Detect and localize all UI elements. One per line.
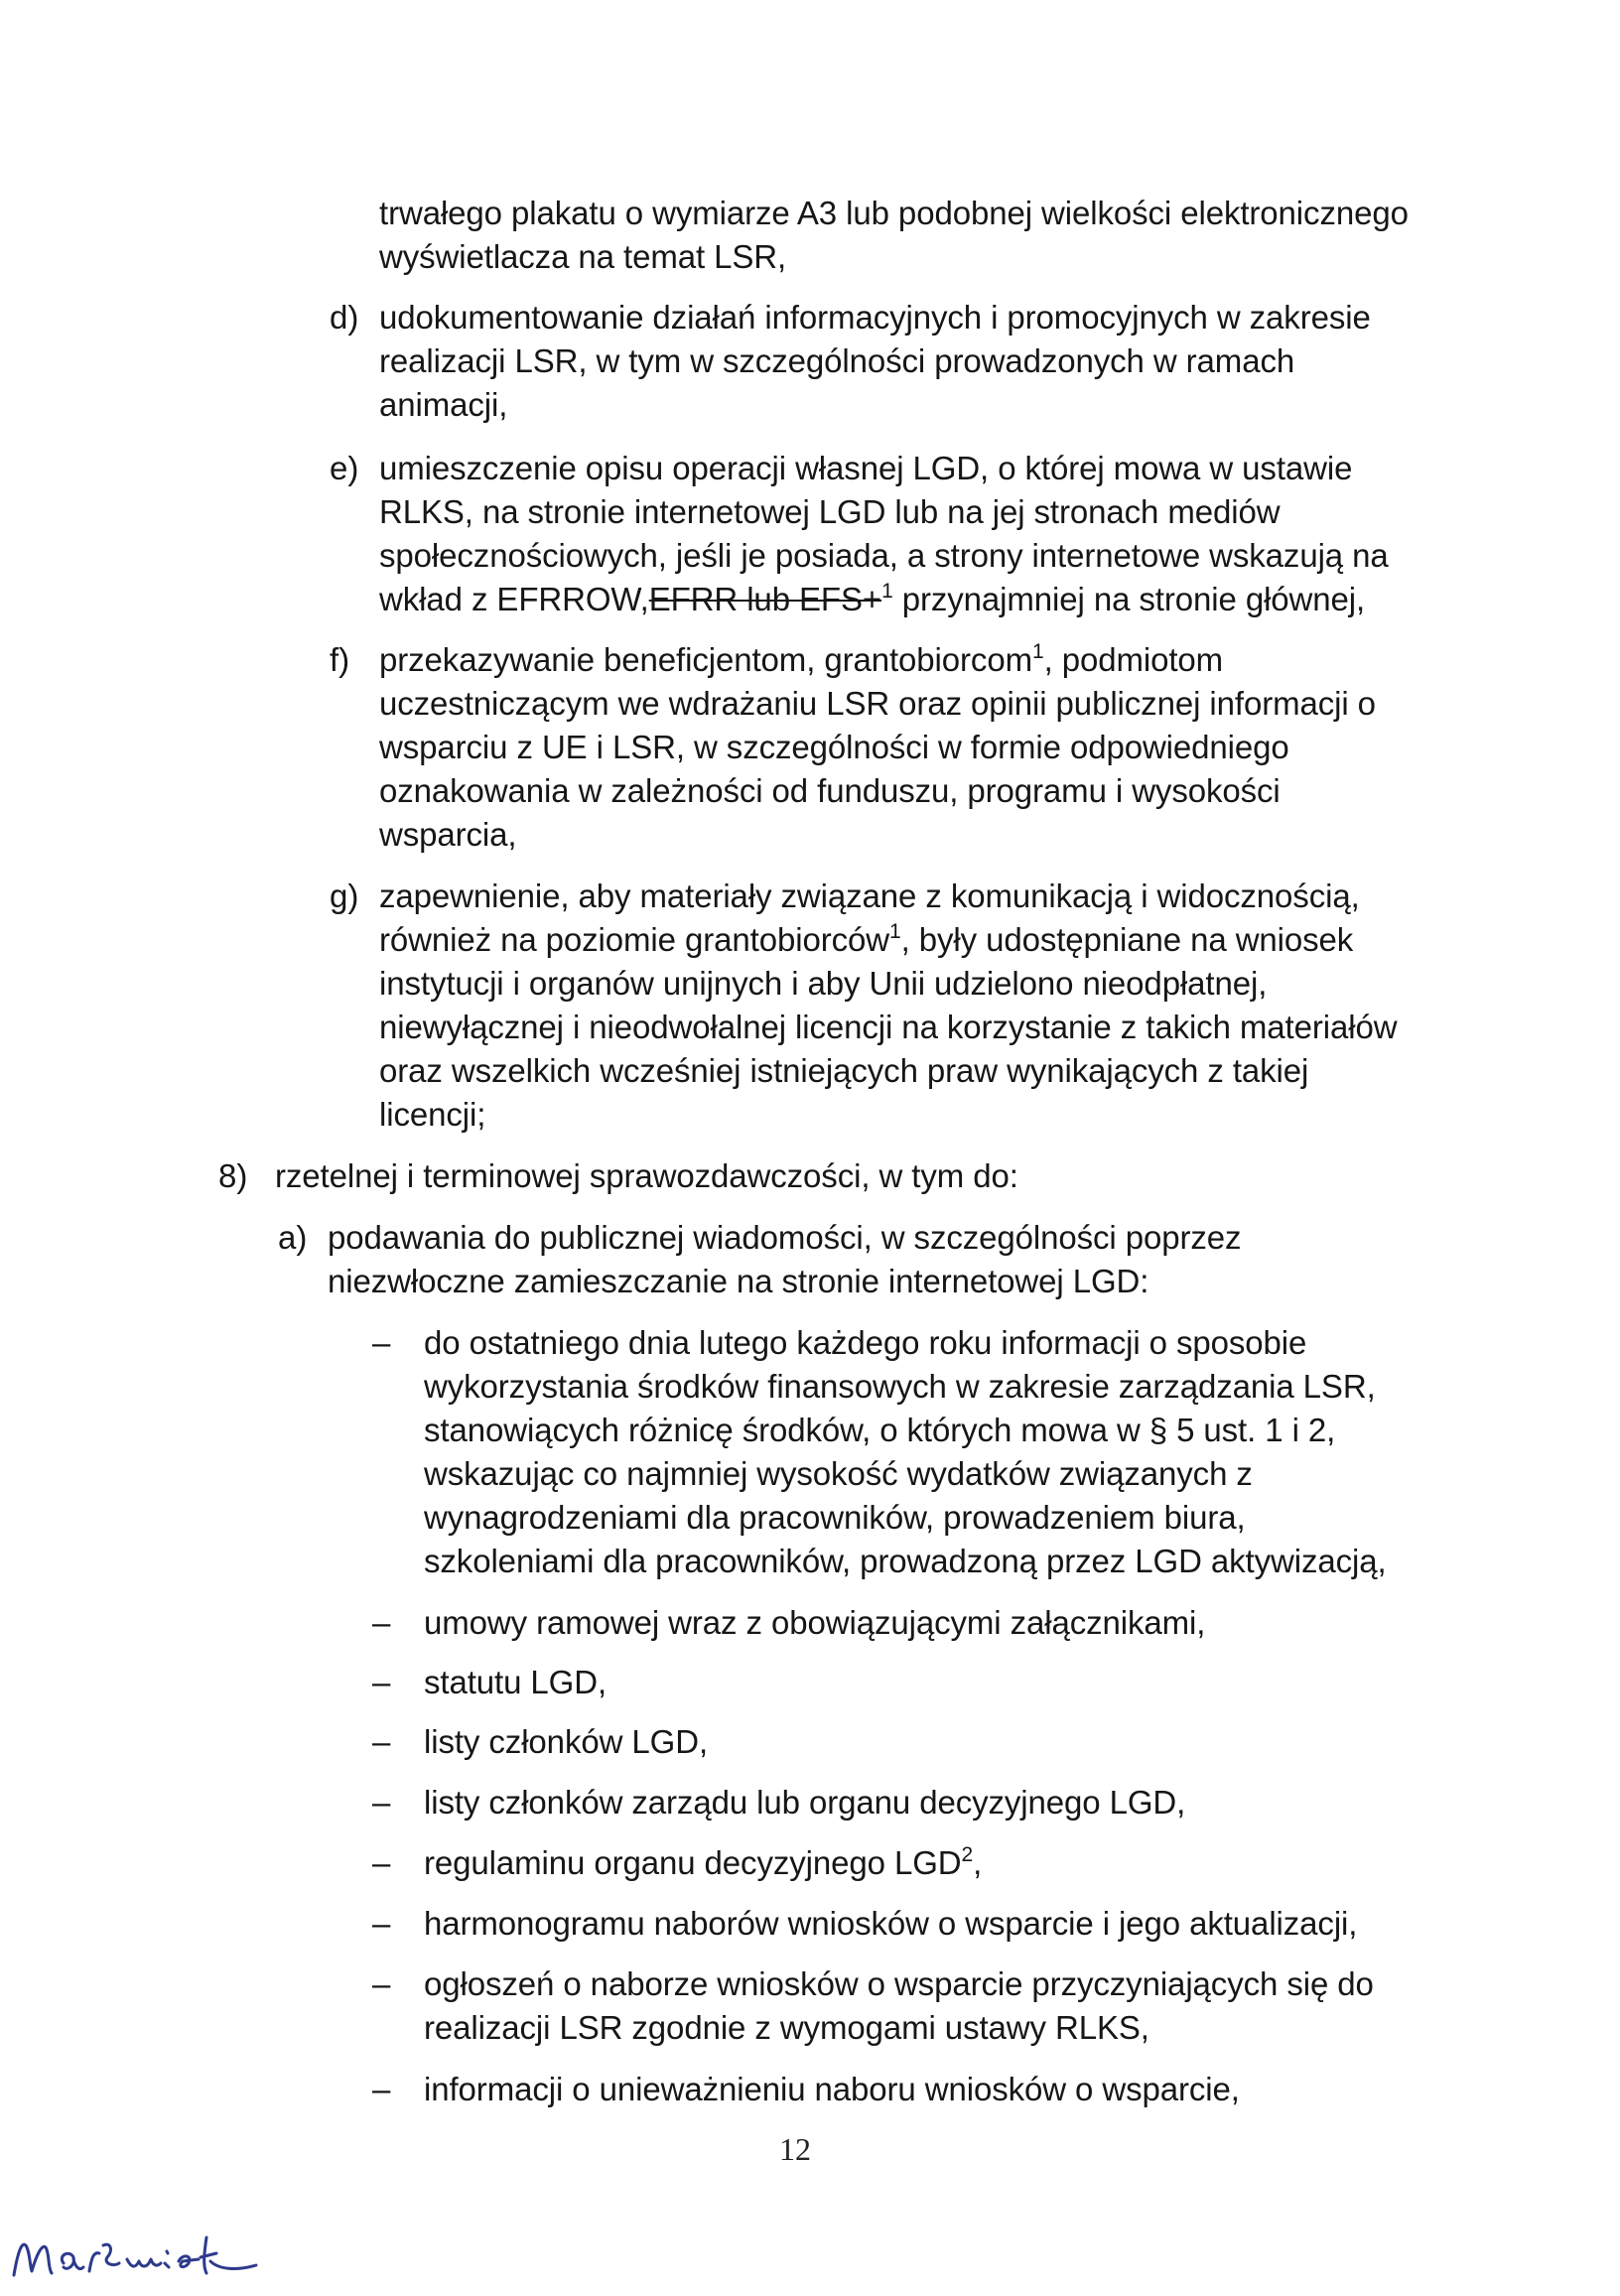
item-g-line-2-end: , były udostępniane na wniosek xyxy=(900,921,1354,958)
item-e-line-2: RLKS, na stronie internetowej LGD lub na jej stronach mediów xyxy=(379,493,1281,530)
dash-marker: – xyxy=(372,1324,391,1361)
dash-item-6-text: regulaminu organu decyzyjnego LGD xyxy=(424,1844,962,1881)
dash-marker: – xyxy=(372,1723,391,1760)
item-g-line-6: licencji; xyxy=(379,1096,486,1133)
item-d-line-1: udokumentowanie działań informacyjnych i promocyjnych w zakresie xyxy=(379,299,1371,336)
dash-item-1-line-1: do ostatniego dnia lutego każdego roku informacji o sposobie xyxy=(424,1324,1307,1361)
dash-item-1-line-6: szkoleniami dla pracowników, prowadzoną przez LGD aktywizacją, xyxy=(424,1543,1387,1579)
item-e-line-4-text: wkład z EFRROW, xyxy=(379,581,649,617)
dash-item-3: statutu LGD, xyxy=(424,1664,608,1700)
handwritten-signature xyxy=(8,2202,266,2291)
page-number: 12 xyxy=(779,2131,811,2167)
item-e-line-1: umieszczenie opisu operacji własnej LGD, o której mowa w ustawie xyxy=(379,450,1353,486)
item-f-line-1-end: , podmiotom xyxy=(1043,641,1224,678)
item-d-line-2: realizacji LSR, w tym w szczególności prowadzonych w ramach xyxy=(379,342,1295,379)
dash-marker: – xyxy=(372,1965,391,2002)
item-f-line-5: wsparcia, xyxy=(379,816,517,853)
item-e-line-4-end: przynajmniej na stronie głównej, xyxy=(892,581,1366,617)
struck-text: EFRR lub EFS+ xyxy=(648,581,882,617)
dash-marker: – xyxy=(372,1844,391,1881)
dash-marker: – xyxy=(372,1604,391,1641)
item-g-line-2-text: również na poziomie grantobiorców xyxy=(379,921,889,958)
footnote-ref: 1 xyxy=(888,920,901,943)
dash-marker: – xyxy=(372,1905,391,1942)
item-d-line-3: animacji, xyxy=(379,386,508,423)
dash-item-7: harmonogramu naborów wniosków o wsparcie i jego aktualizacji, xyxy=(424,1905,1358,1942)
item-f-line-1 xyxy=(379,638,1223,682)
dash-item-8-line-1: ogłoszeń o naborze wniosków o wsparcie przyczyniających się do xyxy=(424,1965,1374,2002)
item-8a-marker: a) xyxy=(278,1219,308,1256)
item-g-line-2 xyxy=(379,918,1353,962)
item-8a-line-2: niezwłoczne zamieszczanie na stronie internetowej LGD: xyxy=(328,1263,1149,1299)
item-f-line-4: oznakowania w zależności od funduszu, programu i wysokości xyxy=(379,772,1281,809)
dash-item-1-line-4: wskazując co najmniej wysokość wydatków związanych z xyxy=(424,1455,1253,1492)
item-e-line-4 xyxy=(379,578,1365,621)
footnote-ref: 1 xyxy=(1031,640,1044,663)
item-e-marker: e) xyxy=(330,450,359,486)
item-g-line-3: instytucji i organów unijnych i aby Unii udzielono nieodpłatnej, xyxy=(379,965,1268,1002)
dash-marker: – xyxy=(372,2071,391,2107)
c-continuation-line-2: wyświetlacza na temat LSR, xyxy=(379,238,787,275)
item-g-line-1: zapewnienie, aby materiały związane z komunikacją i widocznością, xyxy=(379,878,1360,914)
item-8a-line-1: podawania do publicznej wiadomości, w szczególności poprzez xyxy=(328,1219,1242,1256)
dash-item-9: informacji o unieważnieniu naboru wniosków o wsparcie, xyxy=(424,2071,1240,2107)
dash-item-1-line-3: stanowiących różnicę środków, o których mowa w § 5 ust. 1 i 2, xyxy=(424,1412,1336,1448)
item-8-marker: 8) xyxy=(218,1157,248,1194)
footnote-ref: 2 xyxy=(961,1843,974,1866)
dash-item-6-end: , xyxy=(973,1844,983,1881)
footnote-ref: 1 xyxy=(881,580,893,603)
item-f-line-3: wsparciu z UE i LSR, w szczególności w formie odpowiedniego xyxy=(379,729,1289,765)
dash-marker: – xyxy=(372,1784,391,1821)
item-e-line-3: społecznościowych, jeśli je posiada, a strony internetowe wskazują na xyxy=(379,537,1389,574)
item-g-line-4: niewyłącznej i nieodwołalnej licencji na korzystanie z takich materiałów xyxy=(379,1009,1398,1045)
dash-item-1-line-2: wykorzystania środków finansowych w zakresie zarządzania LSR, xyxy=(424,1368,1376,1405)
item-8-text: rzetelnej i terminowej sprawozdawczości, w tym do: xyxy=(275,1157,1018,1194)
item-g-marker: g) xyxy=(330,878,359,914)
dash-item-8-line-2: realizacji LSR zgodnie z wymogami ustawy RLKS, xyxy=(424,2009,1149,2046)
item-f-line-1-text: przekazywanie beneficjentom, grantobiorcom xyxy=(379,641,1032,678)
dash-item-5: listy członków zarządu lub organu decyzyjnego LGD, xyxy=(424,1784,1186,1821)
dash-item-1-line-5: wynagrodzeniami dla pracowników, prowadzeniem biura, xyxy=(424,1499,1246,1536)
dash-item-6 xyxy=(424,1841,982,1885)
dash-item-2: umowy ramowej wraz z obowiązującymi załącznikami, xyxy=(424,1604,1206,1641)
dash-item-4: listy członków LGD, xyxy=(424,1723,709,1760)
item-g-line-5: oraz wszelkich wcześniej istniejących praw wynikających z takiej xyxy=(379,1052,1309,1089)
c-continuation-line-1: trwałego plakatu o wymiarze A3 lub podobnej wielkości elektronicznego xyxy=(379,195,1409,231)
item-f-line-2: uczestniczącym we wdrażaniu LSR oraz opinii publicznej informacji o xyxy=(379,685,1376,722)
dash-marker: – xyxy=(372,1664,391,1700)
item-f-marker: f) xyxy=(330,641,350,678)
item-d-marker: d) xyxy=(330,299,359,336)
